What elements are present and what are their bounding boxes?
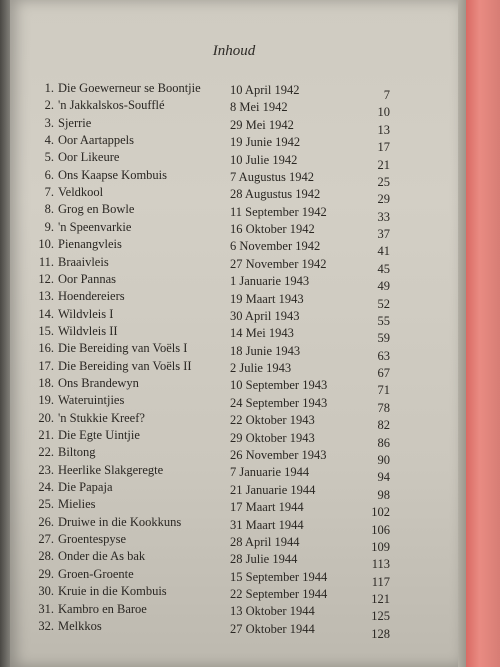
- entry-page-number: 45: [377, 261, 390, 276]
- entry-number: 4.: [44, 133, 54, 148]
- entry-title: Kruie in die Kombuis: [58, 584, 167, 599]
- entry-date: 27 Oktober 1944: [230, 621, 315, 636]
- entry-title: Die Papaja: [58, 480, 113, 495]
- entry-number: 19.: [38, 393, 54, 408]
- entry-number: 11.: [38, 254, 54, 269]
- entry-page-number: 37: [377, 227, 390, 242]
- entry-number: 6.: [44, 167, 54, 182]
- entry-page-number: 63: [377, 348, 390, 363]
- entry-date: 24 September 1943: [230, 395, 328, 410]
- toc-entry: [10, 219, 458, 242]
- entry-date: 16 Oktober 1942: [230, 222, 315, 237]
- entry-date: 10 Julie 1942: [230, 152, 298, 167]
- page-curl: [458, 0, 466, 667]
- entry-number: 18.: [38, 375, 54, 390]
- entry-date: 31 Maart 1944: [230, 517, 304, 532]
- toc-entry: [10, 306, 458, 328]
- entry-page-number: 67: [377, 366, 390, 381]
- entry-title: Oor Pannas: [58, 271, 116, 286]
- contents-title: Inhoud: [212, 43, 256, 59]
- entry-date: 1 Januarie 1943: [230, 274, 310, 289]
- entry-number: 1.: [44, 81, 54, 95]
- entry-date: 28 Julie 1944: [230, 552, 298, 567]
- entry-number: 23.: [38, 462, 54, 477]
- entry-page-number: 59: [377, 331, 390, 346]
- entry-number: 17.: [38, 358, 54, 373]
- entry-date: 17 Maart 1944: [230, 500, 304, 515]
- entry-page-number: 52: [377, 296, 390, 311]
- entry-number: 16.: [38, 341, 54, 356]
- entry-date: 22 Oktober 1943: [230, 413, 315, 428]
- entry-title: Groentespyse: [58, 532, 127, 547]
- entry-date: 28 Augustus 1942: [230, 187, 321, 202]
- entry-date: 7 Januarie 1944: [230, 465, 310, 480]
- entry-title: Die Bereiding van Voëls II: [58, 358, 192, 373]
- entry-number: 26.: [38, 514, 54, 529]
- entry-number: 32.: [38, 618, 54, 633]
- entry-title: 'n Jakkalskos-Soufflé: [58, 98, 165, 113]
- entry-title: Wildvleis I: [58, 306, 114, 321]
- toc-entry: [10, 566, 458, 589]
- entry-date: 30 April 1943: [230, 308, 300, 323]
- entry-title: Pienangvleis: [58, 237, 122, 252]
- entry-title: Veldkool: [58, 185, 104, 200]
- toc-entry: [10, 98, 458, 120]
- entry-page-number: 82: [377, 418, 390, 433]
- entry-number: 10.: [38, 237, 54, 252]
- entry-page-number: 41: [377, 244, 390, 259]
- entry-page-number: 113: [371, 557, 390, 572]
- entry-title: Die Goewerneur se Boontjie: [58, 81, 201, 95]
- toc-entry: [10, 480, 458, 502]
- entry-number: 8.: [44, 202, 54, 217]
- entry-number: 27.: [38, 532, 54, 547]
- entry-date: 13 Oktober 1944: [230, 604, 315, 619]
- entry-date: 27 November 1942: [230, 256, 327, 271]
- entry-title: Ons Brandewyn: [58, 375, 139, 390]
- entry-page-number: 125: [371, 609, 390, 624]
- entry-page-number: 25: [377, 174, 390, 189]
- entry-page-number: 10: [377, 105, 390, 120]
- entry-date: 2 Julie 1943: [230, 361, 292, 376]
- entry-number: 7.: [44, 185, 54, 200]
- entry-page-number: 128: [371, 626, 390, 641]
- entry-title: Hoendereiers: [58, 289, 125, 304]
- entry-page-number: 33: [377, 209, 390, 224]
- entry-title: Wildvleis II: [58, 323, 118, 338]
- toc-entry: [10, 618, 458, 641]
- toc-entry: [10, 428, 458, 450]
- entry-number: 5.: [44, 150, 54, 165]
- entry-number: 24.: [38, 480, 54, 495]
- entry-page-number: 71: [377, 383, 390, 398]
- entry-date: 8 Mei 1942: [230, 100, 288, 115]
- entry-title: Groen-Groente: [58, 566, 134, 581]
- entry-date: 15 September 1944: [230, 569, 328, 584]
- entry-page-number: 17: [377, 140, 390, 155]
- entry-number: 22.: [38, 445, 54, 460]
- entry-date: 10 September 1943: [230, 378, 328, 393]
- entry-date: 19 Junie 1942: [230, 135, 301, 150]
- toc-entry: [10, 237, 458, 259]
- entry-page-number: 7: [383, 88, 390, 102]
- toc-entry: [10, 549, 458, 572]
- entry-title: Kambro en Baroe: [58, 601, 147, 616]
- toc-entry: [10, 150, 458, 172]
- toc-entry: [10, 185, 458, 207]
- entry-title: 'n Speenvarkie: [58, 219, 132, 234]
- toc-entry: [10, 81, 458, 102]
- entry-number: 14.: [38, 306, 54, 321]
- toc-entry: [10, 375, 458, 398]
- toc-entry: [10, 115, 458, 137]
- entry-number: 29.: [38, 566, 54, 581]
- toc-entry: [10, 289, 458, 311]
- entry-page-number: 117: [371, 574, 390, 589]
- entry-title: Wateruintjies: [58, 393, 125, 408]
- entry-page-number: 102: [371, 505, 390, 520]
- toc-entry: [10, 271, 458, 294]
- toc-entry: [10, 323, 458, 346]
- entry-number: 28.: [38, 549, 54, 564]
- entry-date: 29 Oktober 1943: [230, 430, 315, 445]
- entry-title: Druiwe in die Kookkuns: [58, 514, 182, 529]
- toc-entry: [10, 410, 458, 433]
- entry-date: 14 Mei 1943: [230, 326, 294, 341]
- entry-date: 6 November 1942: [230, 239, 321, 254]
- entry-date: 19 Maart 1943: [230, 291, 304, 306]
- toc-entry: [10, 393, 458, 415]
- entry-date: 18 Junie 1943: [230, 343, 301, 358]
- toc-entry: [10, 358, 458, 381]
- entry-title: Ons Kaapse Kombuis: [58, 167, 168, 182]
- toc-entry: [10, 133, 458, 155]
- toc-entry: [10, 341, 458, 363]
- entry-number: 15.: [38, 323, 54, 338]
- red-cover-edge: [466, 0, 500, 667]
- toc-entry: [10, 462, 458, 485]
- toc-entry: [10, 445, 458, 467]
- entry-title: Die Bereiding van Voëls I: [58, 341, 188, 356]
- entry-page-number: 90: [377, 452, 390, 467]
- entry-date: 21 Januarie 1944: [230, 482, 316, 497]
- entry-number: 2.: [44, 98, 54, 113]
- toc-entry: [10, 532, 458, 554]
- entry-number: 21.: [38, 428, 54, 442]
- entry-number: 3.: [44, 115, 54, 130]
- toc-entry: [10, 514, 458, 537]
- entry-date: 28 April 1944: [230, 534, 300, 549]
- entry-page-number: 21: [377, 157, 390, 172]
- entry-title: Mielies: [58, 497, 96, 512]
- entry-page-number: 29: [377, 192, 390, 207]
- entry-page-number: 109: [371, 539, 390, 554]
- entry-date: 22 September 1944: [230, 587, 328, 601]
- entry-number: 9.: [44, 219, 54, 234]
- toc-entry: [10, 202, 458, 224]
- toc-entry: [10, 584, 458, 606]
- entry-page-number: 121: [371, 592, 390, 606]
- toc-entry: [10, 601, 458, 624]
- entry-title: Biltong: [58, 445, 96, 460]
- entry-page-number: 49: [377, 279, 390, 294]
- entry-date: 29 Mei 1942: [230, 117, 294, 132]
- entry-date: 7 Augustus 1942: [230, 169, 315, 184]
- entry-page-number: 94: [377, 470, 390, 485]
- entry-number: 13.: [38, 289, 54, 304]
- entry-number: 30.: [38, 584, 54, 599]
- entry-page-number: 106: [371, 522, 390, 537]
- toc-entry: [10, 254, 458, 276]
- entry-page-number: 98: [377, 487, 390, 502]
- toc-entry: [10, 167, 458, 189]
- entry-title: Melkkos: [58, 618, 102, 633]
- entry-title: 'n Stukkie Kreef?: [58, 410, 145, 425]
- book-page: [10, 0, 458, 667]
- entry-title: Onder die As bak: [58, 549, 146, 564]
- entry-title: Grog en Bowle: [58, 202, 135, 217]
- entry-date: 11 September 1942: [230, 204, 327, 219]
- entry-date: 10 April 1942: [230, 83, 300, 97]
- entry-number: 12.: [38, 271, 54, 286]
- entry-page-number: 13: [377, 122, 390, 137]
- entry-title: Die Egte Uintjie: [58, 428, 140, 442]
- toc-entry: [10, 497, 458, 520]
- entry-page-number: 55: [377, 313, 390, 328]
- entry-number: 31.: [38, 601, 54, 616]
- entry-title: Heerlike Slakgeregte: [58, 462, 164, 477]
- entry-date: 26 November 1943: [230, 447, 327, 462]
- entry-page-number: 78: [377, 400, 390, 415]
- entry-page-number: 86: [377, 435, 390, 450]
- entry-number: 20.: [38, 410, 54, 425]
- entry-title: Sjerrie: [58, 115, 92, 130]
- entry-title: Oor Likeure: [58, 150, 120, 165]
- entry-title: Oor Aartappels: [58, 133, 135, 148]
- entry-title: Braaivleis: [58, 254, 109, 269]
- entry-number: 25.: [38, 497, 54, 512]
